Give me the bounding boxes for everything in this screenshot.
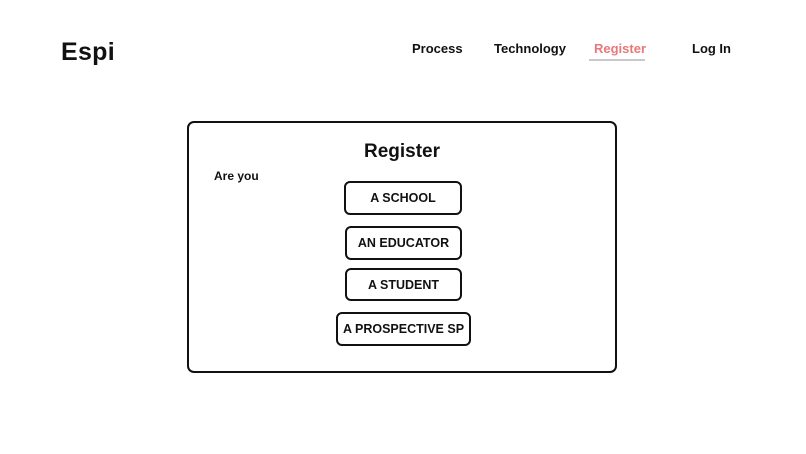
logo[interactable]: Espi: [61, 38, 115, 66]
nav-link-technology[interactable]: Technology: [494, 41, 566, 56]
nav-link-register[interactable]: Register: [594, 41, 647, 56]
register-card: [187, 121, 617, 373]
nav-link-log-in[interactable]: Log In: [692, 41, 731, 56]
option-student-button[interactable]: A STUDENT: [345, 268, 462, 301]
are-you-label: Are you: [214, 169, 259, 183]
active-nav-underline: [589, 59, 645, 61]
register-title: Register: [363, 141, 441, 162]
nav-link-process[interactable]: Process: [412, 41, 463, 56]
option-educator-button[interactable]: AN EDUCATOR: [345, 226, 462, 260]
option-school-button[interactable]: A SCHOOL: [344, 181, 462, 215]
top-nav: [0, 41, 806, 71]
option-prospective-button[interactable]: A PROSPECTIVE SP: [336, 312, 471, 346]
